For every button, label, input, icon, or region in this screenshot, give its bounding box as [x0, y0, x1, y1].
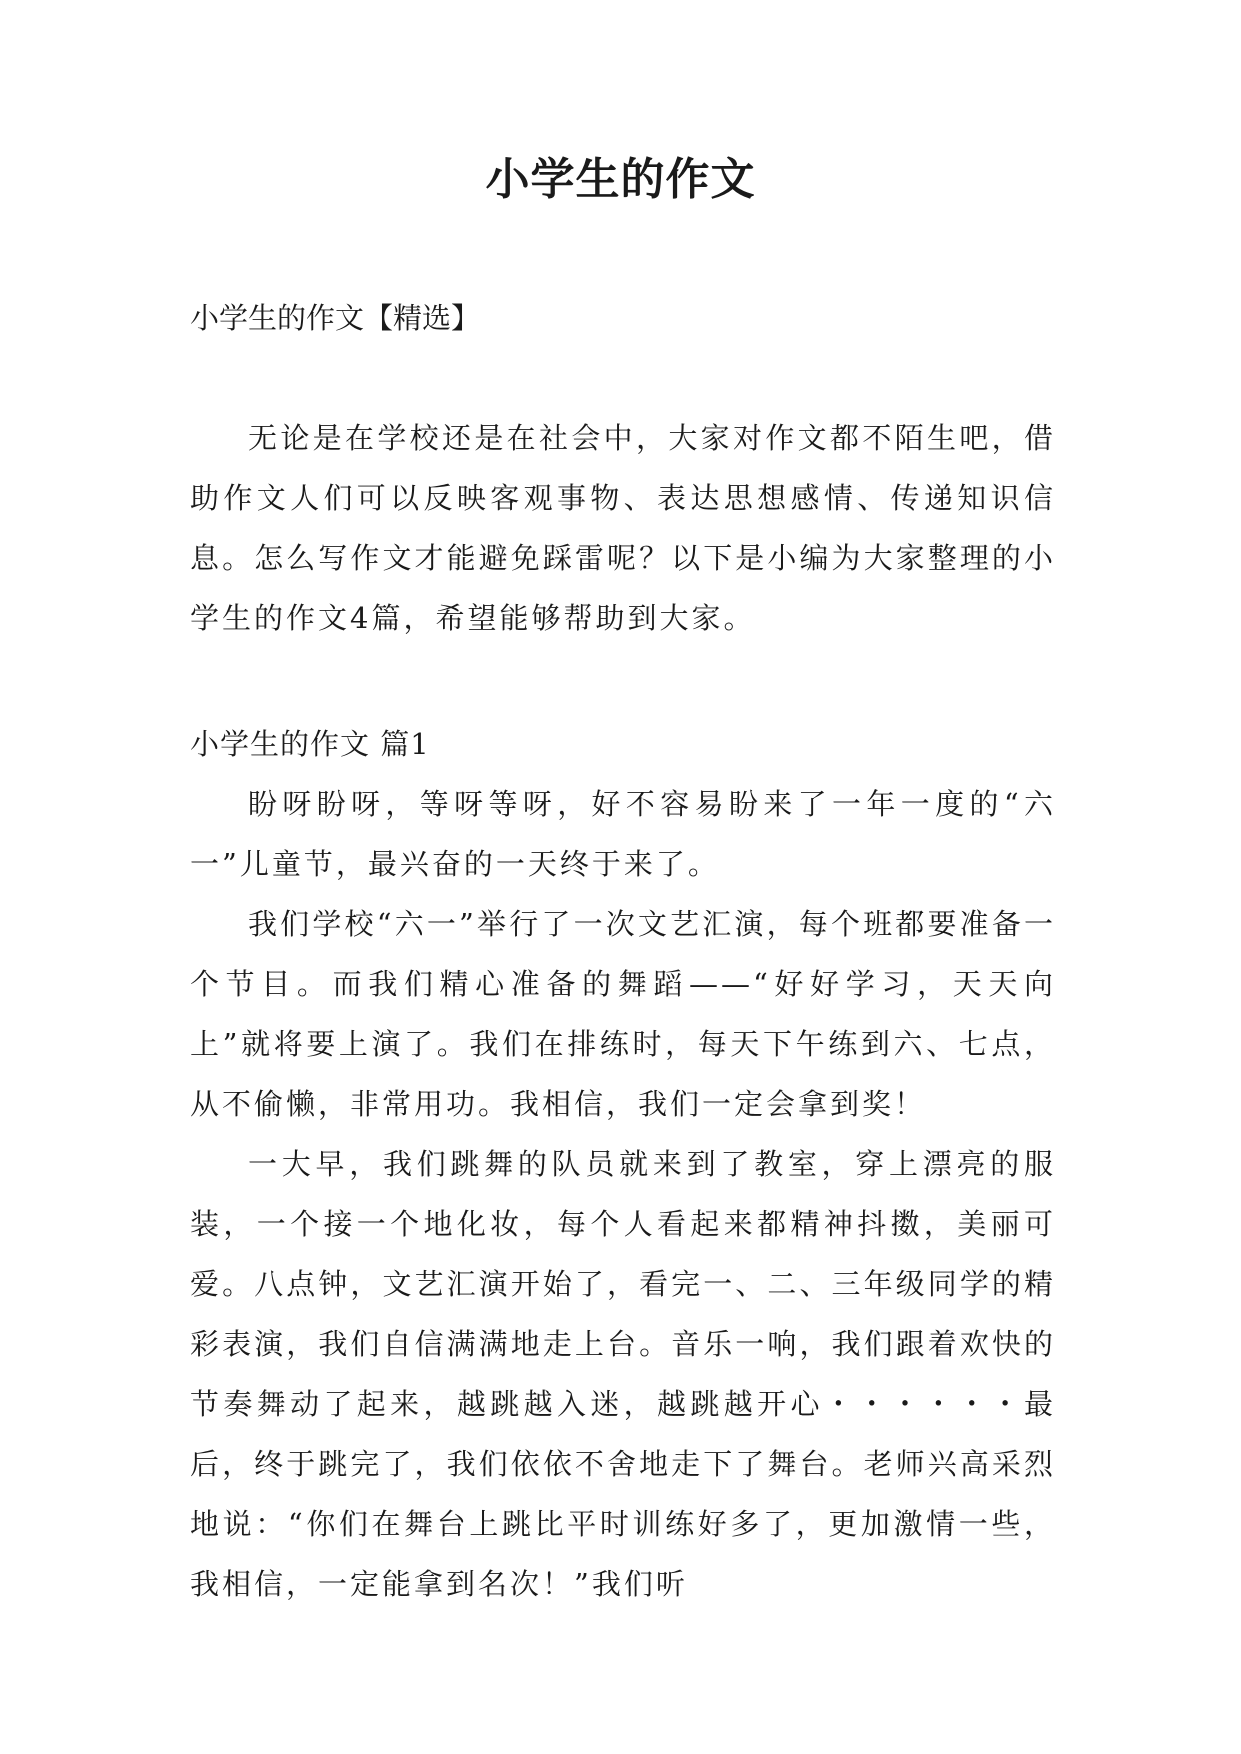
- body-paragraph: 一大早，我们跳舞的队员就来到了教室，穿上漂亮的服装，一个接一个地化妆，每个人看起来都精神抖擞，美丽可爱。八点钟，文艺汇演开始了，看完一、二、三年级同学的精彩表演，我们自信满满地走上台。音乐一响，我们跟着欢快的节奏舞动了起来，越跳越入迷，越跳越开心・・・・・・最后，终于跳完了，我们依依不舍地走下了舞台。老师兴高采烈地说：“你们在舞台上跳比平时训练好多了，更加激情一些，我相信，一定能拿到名次！”我们听: [190, 1147, 1056, 1601]
- document-body: [190, 288, 1056, 1614]
- document-title: 小学生的作文: [485, 154, 756, 205]
- body-paragraph: 盼呀盼呀，等呀等呀，好不容易盼来了一年一度的“六一”儿童节，最兴奋的一天终于来了。: [190, 787, 1056, 881]
- essay-section-1: [190, 714, 1056, 1614]
- document-subtitle: 小学生的作文【精选】: [190, 301, 481, 335]
- intro-paragraph: 无论是在学校还是在社会中，大家对作文都不陌生吧，借助作文人们可以反映客观事物、表达思想感情、传递知识信息。怎么写作文才能避免踩雷呢？以下是小编为大家整理的小学生的作文4篇，希望能够帮助到大家。: [190, 421, 1056, 635]
- body-paragraph: 我们学校“六一”举行了一次文艺汇演，每个班都要准备一个节目。而我们精心准备的舞蹈——“好好学习，天天向上”就将要上演了。我们在排练时，每天下午练到六、七点，从不偷懒，非常用功。我相信，我们一定会拿到奖！: [190, 907, 1056, 1121]
- section-heading: 小学生的作文 篇1: [190, 727, 430, 761]
